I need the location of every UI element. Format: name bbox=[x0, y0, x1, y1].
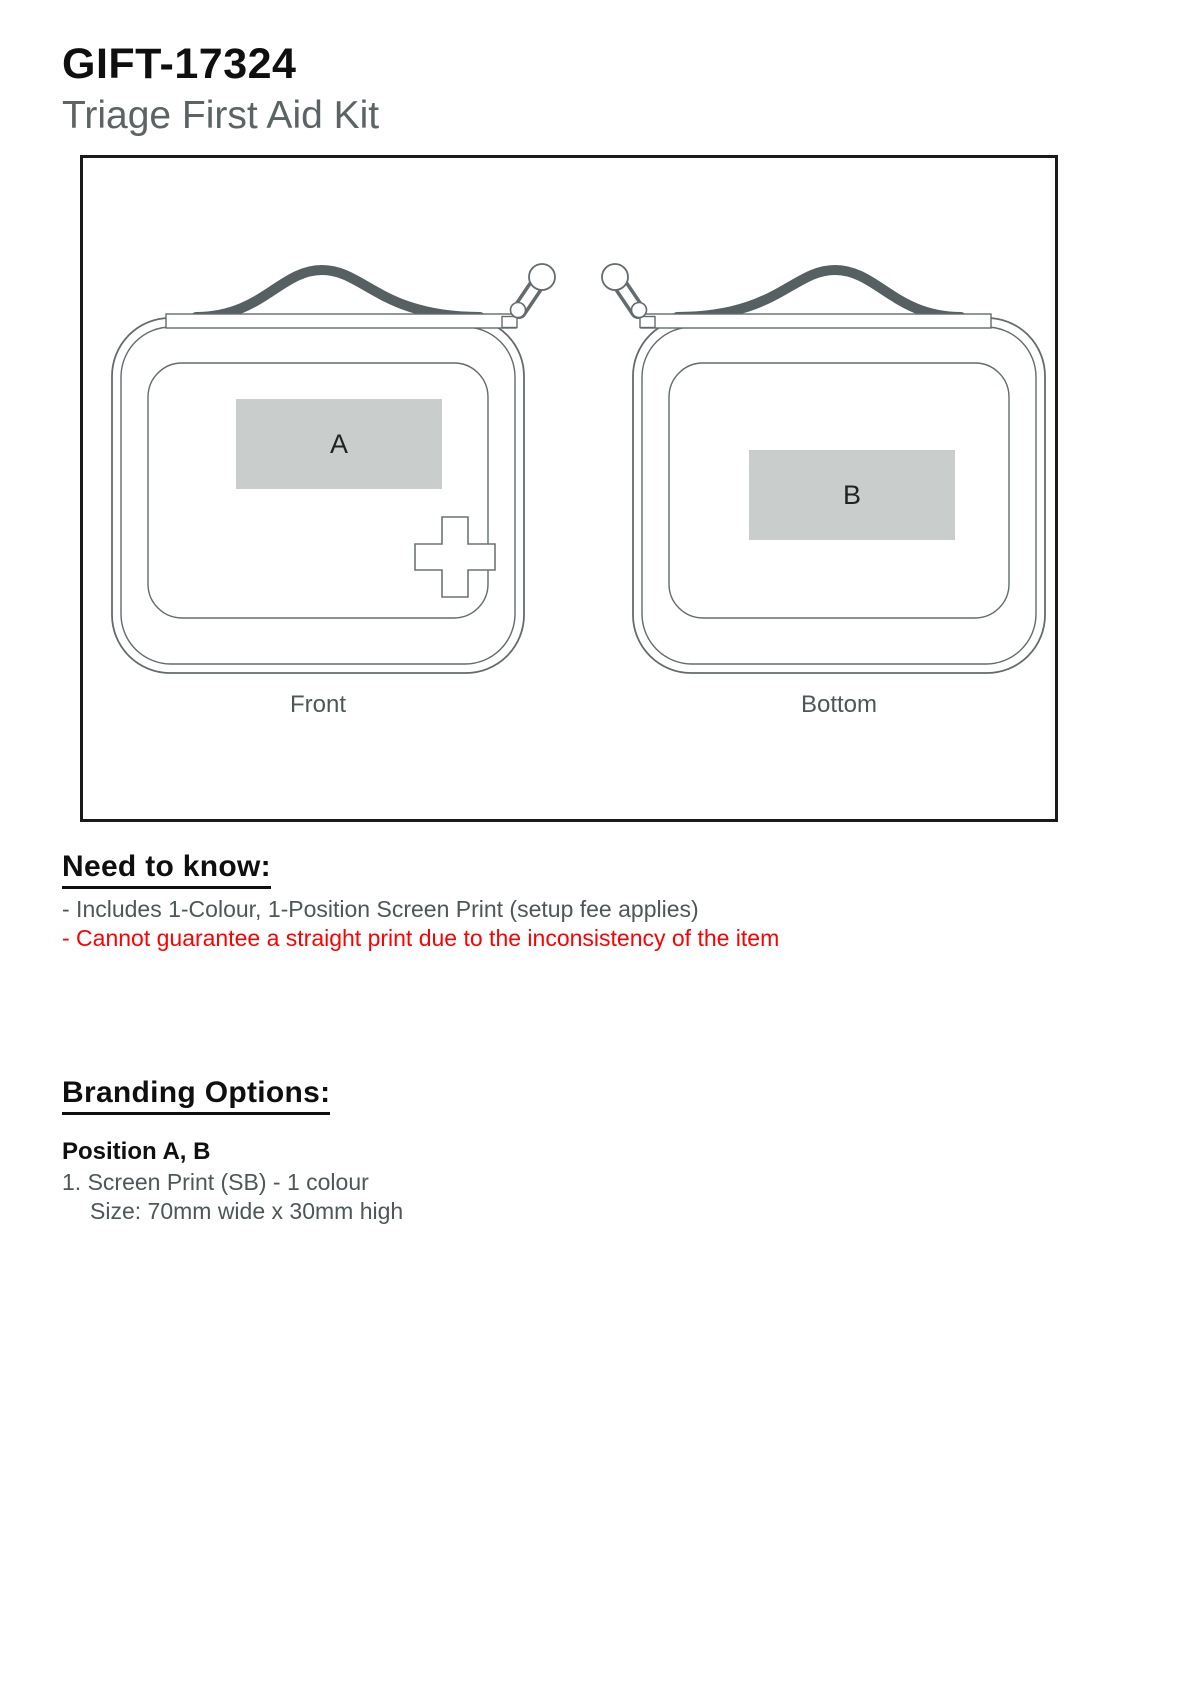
view-label-front: Front bbox=[289, 691, 347, 718]
bag-views-illustration bbox=[83, 158, 1055, 819]
branding-options-heading: Branding Options: bbox=[62, 1076, 330, 1115]
product-code-title: GIFT-17324 bbox=[62, 40, 297, 88]
need-to-know-heading: Need to know: bbox=[62, 850, 271, 889]
print-area-a-label: A bbox=[329, 429, 349, 459]
branding-option-lines bbox=[62, 1168, 403, 1226]
view-label-bottom: Bottom bbox=[800, 691, 878, 718]
diagram-panel bbox=[80, 155, 1058, 822]
note-item: - Includes 1-Colour, 1-Position Screen Print (setup fee applies) bbox=[62, 896, 699, 922]
print-area-b-label: B bbox=[842, 480, 862, 510]
product-name-subtitle: Triage First Aid Kit bbox=[62, 94, 380, 137]
branding-size-line: Size: 70mm wide x 30mm high bbox=[90, 1198, 404, 1224]
note-item-alert: - Cannot guarantee a straight print due to the inconsistency of the item bbox=[62, 925, 780, 951]
need-to-know-notes bbox=[62, 895, 779, 953]
branding-position-title: Position A, B bbox=[62, 1138, 211, 1165]
branding-option-line: 1. Screen Print (SB) - 1 colour bbox=[62, 1169, 369, 1195]
